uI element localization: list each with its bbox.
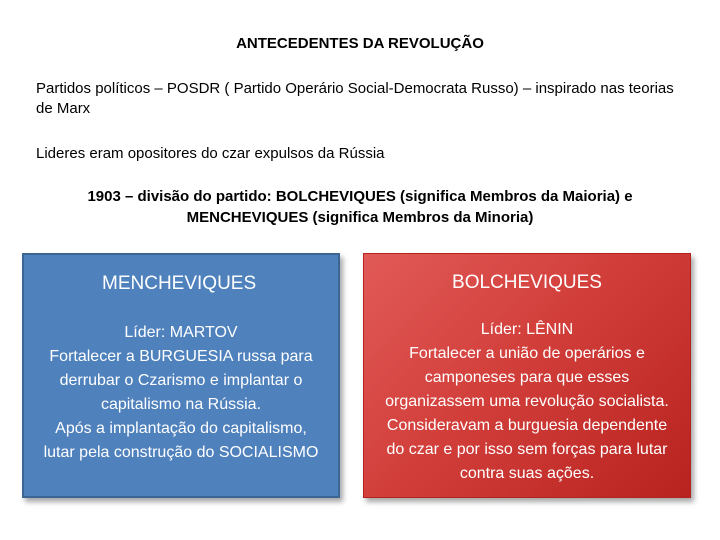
bolcheviques-line: Fortalecer a união de operários e — [409, 345, 645, 362]
mencheviques-box — [22, 253, 340, 498]
mencheviques-body — [24, 321, 338, 465]
mencheviques-line: lutar pela construção do SOCIALISMO — [43, 444, 319, 461]
mencheviques-line: Líder: MARTOV — [124, 324, 238, 341]
mencheviques-line: Após a implantação do capitalismo, — [55, 420, 307, 437]
paragraph-political-parties: Partidos políticos – POSDR ( Partido Operário Social-Democrata Russo) – inspirado nas teorias de Marx — [36, 80, 674, 117]
party-split-line-2: MENCHEVIQUES (significa Membros da Minoria) — [186, 209, 534, 226]
bolcheviques-heading: BOLCHEVIQUES — [452, 272, 602, 293]
bolcheviques-body — [364, 318, 690, 486]
bolcheviques-line: contra suas ações. — [459, 465, 595, 482]
mencheviques-line: derrubar o Czarismo e implantar o — [59, 372, 303, 389]
mencheviques-heading: MENCHEVIQUES — [102, 273, 257, 294]
bolcheviques-line: Líder: LÊNIN — [480, 321, 574, 338]
slide-title: ANTECEDENTES DA REVOLUÇÃO — [236, 35, 484, 52]
mencheviques-line: Fortalecer a BURGUESIA russa para — [49, 348, 313, 365]
bolcheviques-line: Consideravam a burguesia dependente — [386, 417, 668, 434]
bolcheviques-box — [363, 253, 691, 498]
bolcheviques-line: camponeses para que esses — [424, 369, 630, 386]
party-split-text — [0, 186, 720, 228]
bolcheviques-line: do czar e por isso sem forças para lutar — [386, 441, 668, 458]
mencheviques-line: capitalismo na Rússia. — [100, 396, 262, 413]
party-split-line-1: 1903 – divisão do partido: BOLCHEVIQUES (significa Membros da Maioria) e — [87, 188, 633, 205]
bolcheviques-line: organizassem uma revolução socialista. — [385, 393, 669, 410]
paragraph-leaders: Lideres eram opositores do czar expulsos da Rússia — [36, 145, 385, 162]
